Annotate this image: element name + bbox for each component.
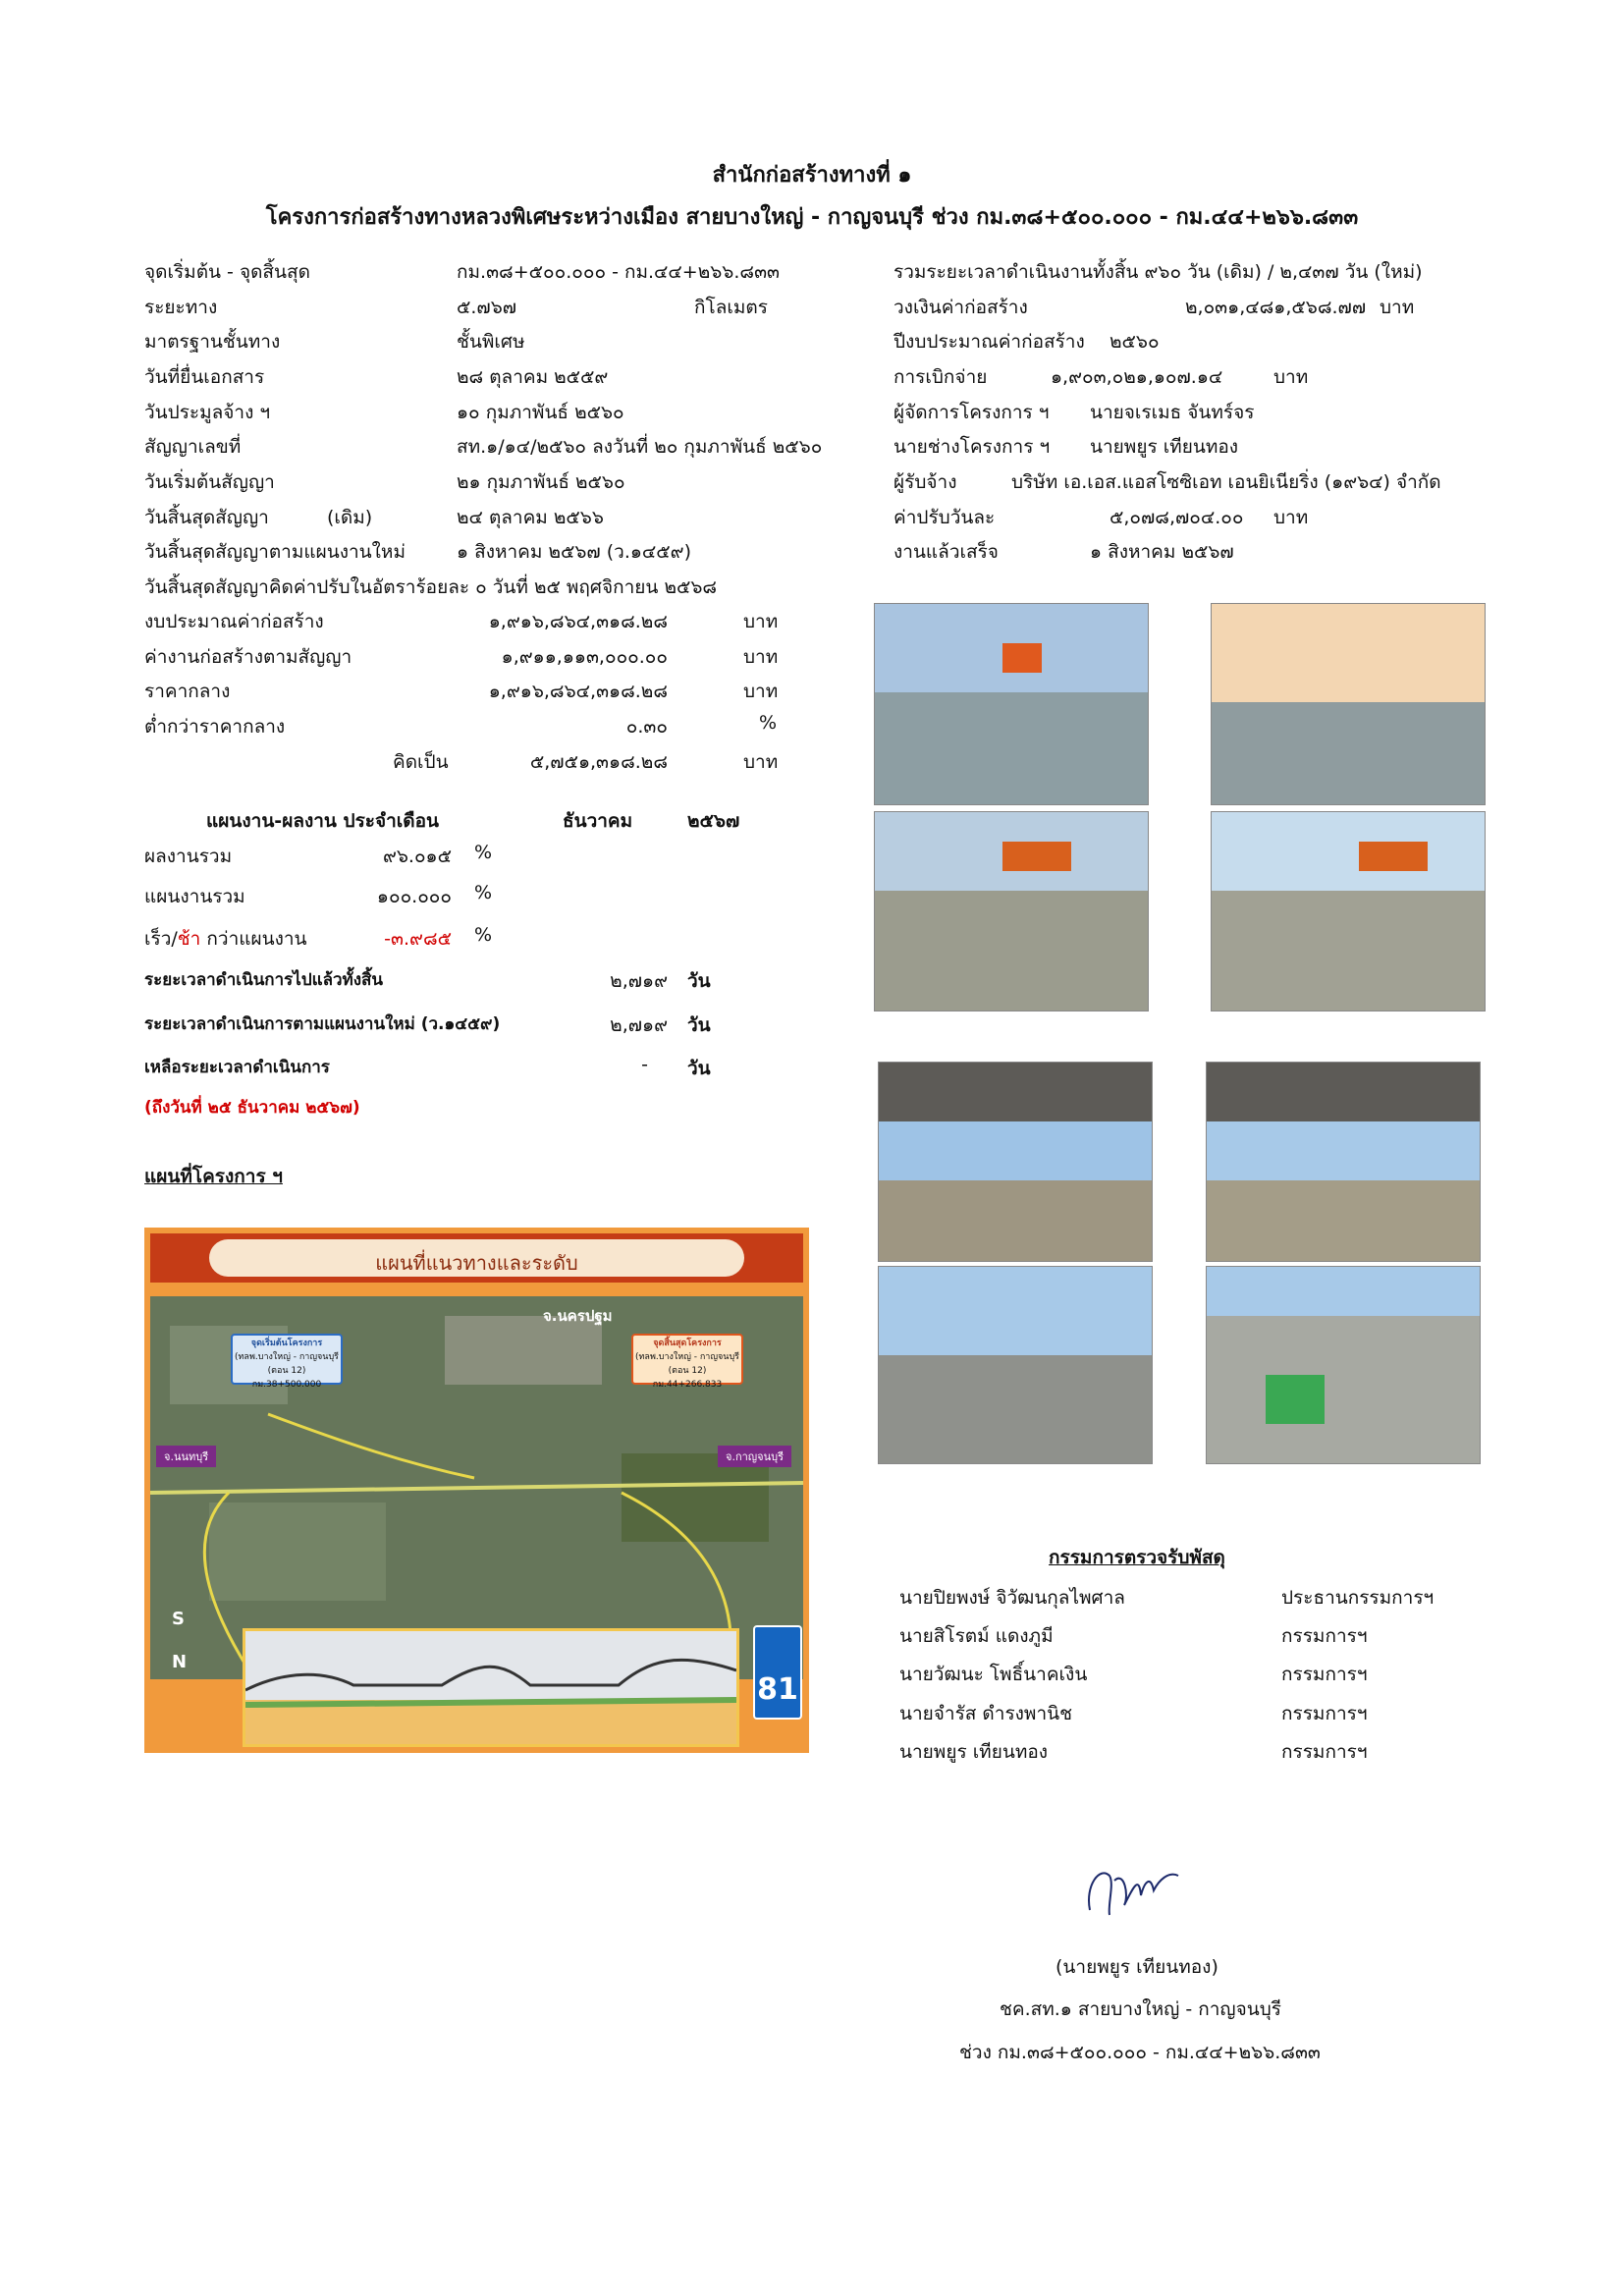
- plan-label: แผนงานรวม: [144, 886, 245, 907]
- start-callout-sub: (ทลพ.บางใหญ่ - กาญจนบุรี (ตอน 12): [234, 1352, 340, 1376]
- left-direction-arrow: จ.นนทบุรี: [156, 1446, 216, 1467]
- diff-label: [144, 924, 307, 954]
- progress-month: ธันวาคม: [563, 810, 633, 832]
- info-right-label: ผู้รับจ้าง: [893, 471, 957, 493]
- committee-member-role: กรรมการฯ: [1281, 1741, 1368, 1763]
- committee-member-role: กรรมการฯ: [1281, 1664, 1368, 1685]
- satellite-image: [150, 1296, 803, 1679]
- info-value: ๑๐ กุมภาพันธ์ ๒๕๖๐: [457, 402, 624, 423]
- diff-label-fast: เร็ว/: [144, 928, 178, 950]
- info-right-unit: บาท: [1273, 507, 1309, 528]
- route-number: 81: [757, 1672, 798, 1707]
- end-callout-title: จุดสิ้นสุดโครงการ: [653, 1339, 722, 1348]
- diff-label-slow: ช้า: [177, 928, 201, 950]
- finance-label: คิดเป็น: [393, 751, 449, 773]
- info-label: วันสิ้นสุดสัญญาตามแผนงานใหม่: [144, 541, 406, 563]
- map-banner-text: แผนที่แนวทางและระดับ: [375, 1251, 578, 1275]
- finance-value: ๑,๙๑๖,๘๖๔,๓๑๘.๒๘: [488, 611, 668, 632]
- info-label: วันเริ่มต้นสัญญา: [144, 471, 275, 493]
- diff-unit: %: [474, 924, 493, 946]
- finance-value: ๕,๗๕๑,๓๑๘.๒๘: [529, 751, 668, 773]
- map-heading: แผนที่โครงการ ฯ: [144, 1166, 283, 1187]
- end-callout: [631, 1334, 743, 1390]
- info-value: สท.๑/๑๔/๒๕๖๐ ลงวันที่ ๒๐ กุมภาพันธ์ ๒๕๖๐: [457, 436, 823, 458]
- compass-s: S: [172, 1609, 185, 1629]
- construction-photo: [874, 811, 1149, 1011]
- remain-label: เหลือระยะเวลาดำเนินการ: [144, 1058, 330, 1077]
- right-direction-arrow: จ.กาญจนบุรี: [718, 1446, 791, 1467]
- actual-value: ๙๖.๐๑๕: [382, 846, 452, 867]
- elapsed-label: ระยะเวลาดำเนินการไปแล้วทั้งสิ้น: [144, 970, 384, 990]
- info-right-value: ๑,๙๐๓,๐๒๑,๑๐๗.๑๔: [1051, 366, 1223, 388]
- info-label: วันที่ยื่นเอกสาร: [144, 366, 265, 388]
- remain-unit: วัน: [687, 1058, 711, 1079]
- finance-value: ๑,๙๑๖,๘๖๔,๓๑๘.๒๘: [488, 681, 668, 702]
- start-callout: [231, 1334, 343, 1390]
- progress-heading: แผนงาน-ผลงาน ประจำเดือน: [206, 810, 440, 832]
- committee-member-name: นายสิโรตม์ แดงภูมี: [899, 1625, 1054, 1647]
- plan-value: ๑๐๐.๐๐๐: [376, 886, 452, 907]
- finance-label: งบประมาณค่าก่อสร้าง: [144, 611, 324, 632]
- info-right-label: งานแล้วเสร็จ: [893, 541, 999, 563]
- info-right-label: ผู้จัดการโครงการ ฯ: [893, 402, 1050, 423]
- remain-value: -: [641, 1054, 648, 1075]
- committee-member-role: กรรมการฯ: [1281, 1703, 1368, 1724]
- project-title: โครงการก่อสร้างทางหลวงพิเศษระหว่างเมือง สายบางใหญ่ - กาญจนบุรี ช่วง กม.๓๘+๕๐๐.๐๐๐ - กม.๔๔+๒๖๖.๘๓๓: [265, 205, 1359, 230]
- info-label: มาตรฐานชั้นทาง: [144, 331, 281, 353]
- info-value: ๑ สิงหาคม ๒๕๖๗ (ว.๑๔๕๙): [457, 541, 692, 563]
- progress-year: ๒๕๖๗: [687, 810, 740, 832]
- route-shield: [753, 1625, 802, 1720]
- province-label: จ.นครปฐม: [543, 1307, 613, 1325]
- committee-title: กรรมการตรวจรับพัสดุ: [1049, 1547, 1225, 1568]
- diff-value: -๓.๙๘๕: [384, 928, 452, 950]
- info-right-value: บริษัท เอ.เอส.แอสโซซิเอท เอนยิเนียริ่ง (๑๙๖๔) จำกัด: [1011, 471, 1441, 493]
- project-map: [144, 1228, 809, 1753]
- start-callout-km: กม.38+500.000: [251, 1380, 322, 1390]
- info-right-value: ๑ สิงหาคม ๒๕๖๗: [1090, 541, 1234, 563]
- info-right-value: ๒๕๖๐: [1110, 331, 1160, 353]
- signer-name: (นายพยูร เทียนทอง): [1056, 1956, 1218, 1978]
- info-value: ๒๔ ตุลาคม ๒๕๖๖: [457, 507, 604, 528]
- elapsed-unit: วัน: [687, 970, 711, 992]
- map-banner: [150, 1233, 803, 1283]
- info-value: กม.๓๘+๕๐๐.๐๐๐ - กม.๔๔+๒๖๖.๘๓๓: [457, 261, 781, 283]
- info-right-label: นายช่างโครงการ ฯ: [893, 436, 1051, 458]
- construction-photo: [878, 1062, 1153, 1262]
- info-right-value: ๕,๐๗๘,๗๐๔.๐๐: [1110, 507, 1244, 528]
- committee-member-name: นายจำรัส ดำรงพานิช: [899, 1703, 1073, 1724]
- finance-label: ค่างานก่อสร้างตามสัญญา: [144, 646, 352, 668]
- end-callout-sub: (ทลพ.บางใหญ่ - กาญจนบุรี (ตอน 12): [634, 1352, 740, 1376]
- info-unit: กิโลเมตร: [694, 297, 768, 318]
- finance-unit: %: [759, 712, 778, 734]
- finance-label: ต่ำกว่าราคากลาง: [144, 716, 286, 738]
- handwritten-signature: [1080, 1856, 1188, 1925]
- info-right-label: การเบิกจ่าย: [893, 366, 988, 388]
- info-value: ๕.๗๖๗: [457, 297, 517, 318]
- profile-chart: [245, 1631, 736, 1744]
- office-title: สำนักก่อสร้างทางที่ ๑: [712, 163, 912, 188]
- finance-unit: บาท: [743, 681, 779, 702]
- info-right-value: นายจเรเมธ จันทร์จร: [1090, 402, 1255, 423]
- end-callout-km: กม.44+266.833: [652, 1380, 723, 1390]
- committee-member-role: ประธานกรรมการฯ: [1281, 1587, 1435, 1609]
- newplan-unit: วัน: [687, 1014, 711, 1036]
- construction-photo: [1206, 1266, 1481, 1464]
- construction-photo: [878, 1266, 1153, 1464]
- elapsed-value: ๒,๗๑๙: [610, 970, 668, 992]
- construction-photo: [1211, 811, 1486, 1011]
- committee-member-role: กรรมการฯ: [1281, 1625, 1368, 1647]
- info-value: ๒๘ ตุลาคม ๒๕๕๙: [457, 366, 609, 388]
- elevation-profile: [243, 1628, 739, 1747]
- info-label: วันประมูลจ้าง ฯ: [144, 402, 271, 423]
- finance-label: ราคากลาง: [144, 681, 231, 702]
- plan-unit: %: [474, 882, 493, 903]
- info-right-unit: บาท: [1273, 366, 1309, 388]
- finance-value: ๐.๓๐: [625, 716, 668, 738]
- compass-n: N: [172, 1652, 188, 1672]
- info-right-value: นายพยูร เทียนทอง: [1090, 436, 1239, 458]
- info-sub: (เดิม): [327, 507, 373, 528]
- committee-member-name: นายวัฒนะ โพธิ์นาคเงิน: [899, 1664, 1088, 1685]
- actual-label: ผลงานรวม: [144, 846, 233, 867]
- signer-section: ช่วง กม.๓๘+๕๐๐.๐๐๐ - กม.๔๔+๒๖๖.๘๓๓: [959, 2042, 1321, 2063]
- info-right-label: วงเงินค่าก่อสร้าง: [893, 297, 1028, 318]
- committee-member-name: นายปิยพงษ์ จิวัฒนกุลไพศาล: [899, 1587, 1125, 1609]
- info-label: จุดเริ่มต้น - จุดสิ้นสุด: [144, 261, 310, 283]
- info-value: ๒๑ กุมภาพันธ์ ๒๕๖๐: [457, 471, 625, 493]
- info-label: วันสิ้นสุดสัญญา: [144, 507, 269, 528]
- construction-photo: [1206, 1062, 1481, 1262]
- info-label: สัญญาเลขที่: [144, 436, 242, 458]
- info-right-unit: บาท: [1380, 297, 1415, 318]
- actual-unit: %: [474, 842, 493, 863]
- newplan-label: ระยะเวลาดำเนินการตามแผนงานใหม่ (ว.๑๔๕๙): [144, 1014, 501, 1034]
- construction-photo: [874, 603, 1149, 805]
- committee-member-name: นายพยูร เทียนทอง: [899, 1741, 1049, 1763]
- map-banner-inner: [209, 1239, 744, 1277]
- newplan-value: ๒,๗๑๙: [610, 1014, 668, 1036]
- finance-unit: บาท: [743, 611, 779, 632]
- finance-value: ๑,๙๑๑,๑๑๓,๐๐๐.๐๐: [501, 646, 668, 668]
- info-right-label: ค่าปรับวันละ: [893, 507, 996, 528]
- construction-photo: [1211, 603, 1486, 805]
- info-right-value: ๒,๐๓๑,๔๘๑,๕๖๘.๗๗: [1185, 297, 1367, 318]
- info-label: ระยะทาง: [144, 297, 218, 318]
- penalty-line: วันสิ้นสุดสัญญาคิดค่าปรับในอัตราร้อยละ ๐ วันที่ ๒๕ พฤศจิกายน ๒๕๖๘: [144, 576, 718, 598]
- signer-position: ชค.สท.๑ สายบางใหญ่ - กาญจนบุรี: [1000, 1998, 1281, 2020]
- as-of-date: (ถึงวันที่ ๒๕ ธันวาคม ๒๕๖๗): [144, 1098, 360, 1118]
- info-value: ชั้นพิเศษ: [457, 331, 525, 353]
- info-right-label: รวมระยะเวลาดำเนินงานทั้งสิ้น ๙๖๐ วัน (เดิม) / ๒,๔๓๗ วัน (ใหม่): [893, 261, 1423, 283]
- finance-unit: บาท: [743, 751, 779, 773]
- diff-label-rest: กว่าแผนงาน: [200, 928, 307, 950]
- start-callout-title: จุดเริ่มต้นโครงการ: [250, 1339, 323, 1348]
- info-right-label: ปีงบประมาณค่าก่อสร้าง: [893, 331, 1085, 353]
- finance-unit: บาท: [743, 646, 779, 668]
